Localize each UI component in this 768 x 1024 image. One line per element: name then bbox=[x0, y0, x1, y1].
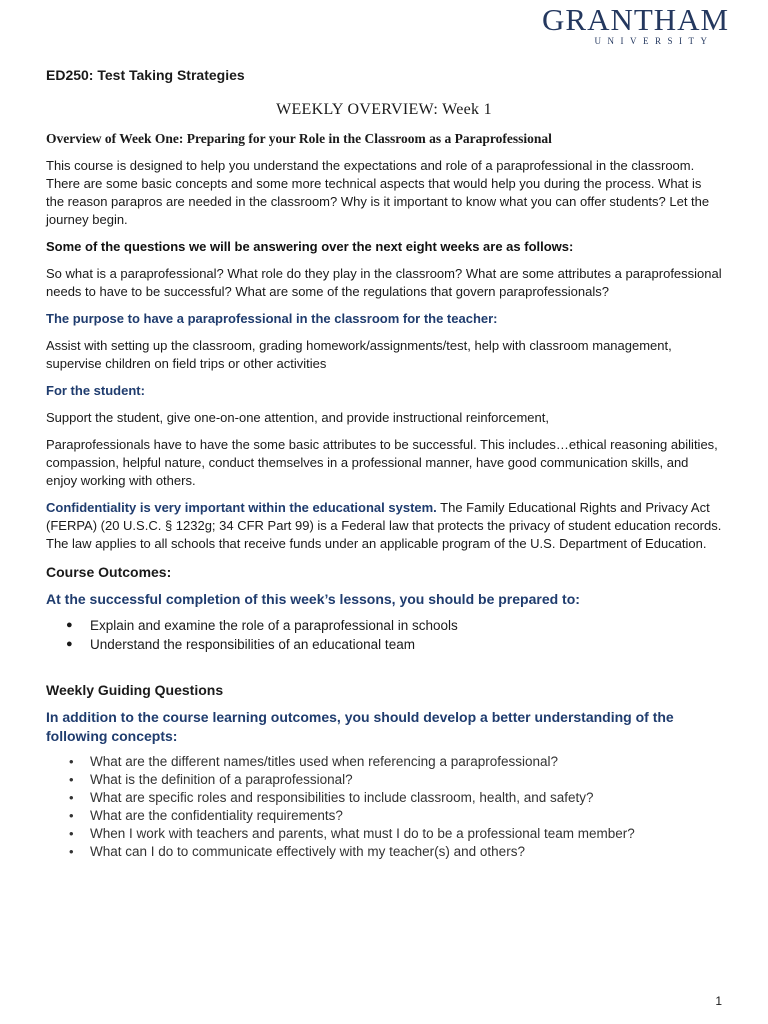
purpose-heading: The purpose to have a paraprofessional in the classroom for the teacher: bbox=[46, 311, 498, 326]
outcome-item: ● Explain and examine the role of a paraprofessional in schools bbox=[46, 616, 722, 635]
guiding-subheading: In addition to the course learning outcomes, you should develop a better understanding of the following concepts: bbox=[46, 709, 674, 744]
outcomes-title: Course Outcomes: bbox=[46, 564, 172, 580]
weekly-title: WEEKLY OVERVIEW: Week 1 bbox=[276, 101, 492, 118]
confidentiality-text: The Family Educational Rights and Privacy Act (FERPA) (20 U.S.C. § 1232g; 34 CFR Part 99) is a Federal law that protects the privacy of student education records. The law applies to all schools that receive funds under an applicable program of the U.S. Department of Education. bbox=[46, 500, 722, 551]
questions-heading: Some of the questions we will be answering over the next eight weeks are as follows: bbox=[46, 239, 574, 254]
confidentiality-paragraph bbox=[46, 499, 722, 553]
student-paragraph: Support the student, give one-on-one attention, and provide instructional reinforcement, bbox=[46, 410, 549, 425]
guiding-question: • What are the different names/titles used when referencing a paraprofessional? bbox=[46, 753, 722, 771]
week-heading: Overview of Week One: Preparing for your Role in the Classroom as a Paraprofessional bbox=[46, 131, 552, 146]
intro-paragraph: This course is designed to help you understand the expectations and role of a paraprofessional in the classroom. There are some basic concepts and some more technical aspects that would help you during the process. What is the reason parapros are needed in the classroom? Why is it important to know what you can offer students? Let the journey begin. bbox=[46, 158, 710, 227]
outcomes-subheading: At the successful completion of this week’s lessons, you should be prepared to: bbox=[46, 591, 580, 607]
grantham-logo bbox=[542, 2, 730, 46]
document-body bbox=[46, 66, 722, 861]
guiding-question: • What is the definition of a paraprofessional? bbox=[46, 771, 722, 789]
guiding-title: Weekly Guiding Questions bbox=[46, 682, 224, 698]
guiding-question: • When I work with teachers and parents, what must I do to be a professional team member? bbox=[46, 825, 722, 843]
guiding-questions-list bbox=[46, 753, 722, 861]
logo-wordmark: GRANTHAM bbox=[542, 2, 730, 37]
purpose-paragraph: Assist with setting up the classroom, grading homework/assignments/test, help with classroom management, supervise children on field trips or other activities bbox=[46, 338, 672, 371]
student-heading: For the student: bbox=[46, 383, 145, 398]
logo-subtext: UNIVERSITY bbox=[594, 36, 714, 46]
guiding-question: • What are the confidentiality requirements? bbox=[46, 807, 722, 825]
course-code: ED250: Test Taking Strategies bbox=[46, 67, 245, 83]
questions-paragraph: So what is a paraprofessional? What role do they play in the classroom? What are some attributes a paraprofessional needs to have to be successful? What are some of the regulations that govern paraprofessionals? bbox=[46, 266, 722, 299]
attributes-paragraph: Paraprofessionals have to have the some basic attributes to be successful. This includes…ethical reasoning abilities, compassion, helpful nature, conduct themselves in a professional manner, have good communication skills, and enjoy working with others. bbox=[46, 437, 718, 488]
confidentiality-lead: Confidentiality is very important within the educational system. bbox=[46, 500, 437, 515]
guiding-question: • What are specific roles and responsibilities to include classroom, health, and safety? bbox=[46, 789, 722, 807]
outcomes-list bbox=[46, 616, 722, 654]
page-number: 1 bbox=[715, 994, 722, 1008]
outcome-item: ● Understand the responsibilities of an educational team bbox=[46, 635, 722, 654]
guiding-question: • What can I do to communicate effectively with my teacher(s) and others? bbox=[46, 843, 722, 861]
